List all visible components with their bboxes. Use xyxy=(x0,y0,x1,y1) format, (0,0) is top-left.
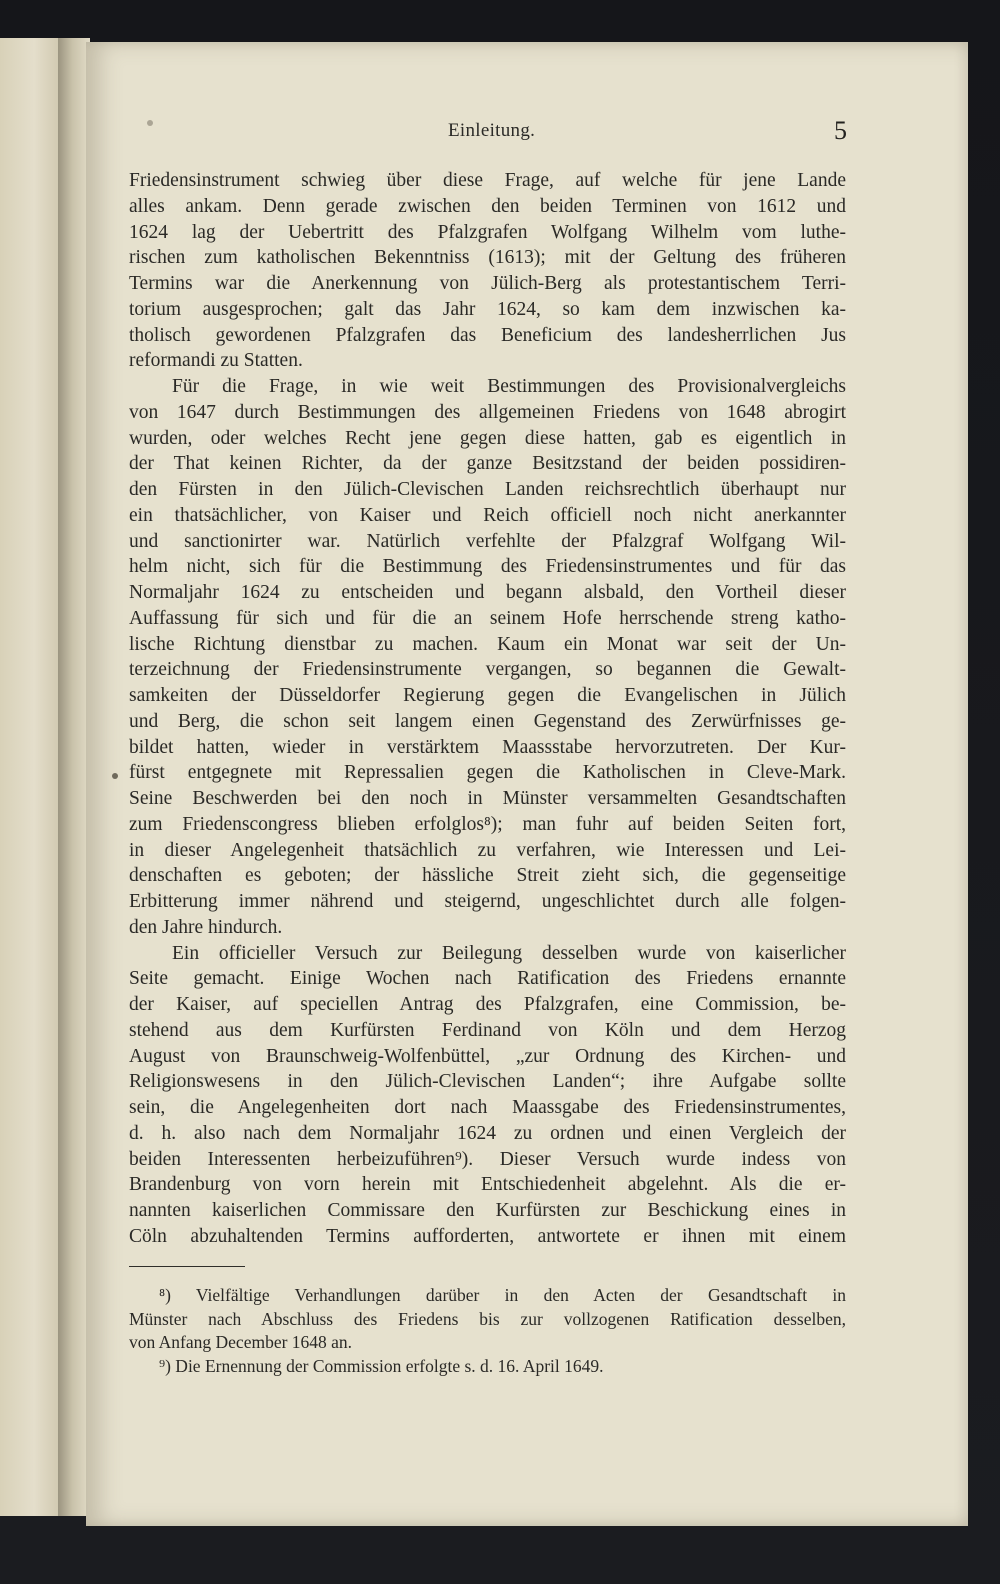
text-line: Normaljahr 1624 zu entscheiden und begann alsbald, den Vortheil dieser xyxy=(129,582,846,603)
footnote-line: Münster nach Abschluss des Friedens bis zur vollzogenen Ratification desselben, xyxy=(129,1308,846,1329)
text-line: von 1647 durch Bestimmungen des allgemeinen Friedens von 1648 abrogirt xyxy=(129,401,846,423)
text-line: Religionswesens in den Jülich-Clevischen Landen“; ihre Aufgabe sollte xyxy=(129,1071,846,1093)
text-line: d. h. also nach dem Normaljahr 1624 zu ordnen und einen Vergleich der xyxy=(129,1122,846,1144)
text-line: Termins war die Anerkennung von Jülich-Berg als protestantischem Terri- xyxy=(129,273,846,294)
text-line: 1624 lag der Uebertritt des Pfalzgrafen Wolfgang Wilhelm vom luthe- xyxy=(129,221,846,243)
text-line: bildet hatten, wieder in verstärktem Maassstabe hervorzutreten. Der Kur- xyxy=(129,736,846,758)
footnotes xyxy=(129,1284,846,1378)
text-line: stehend aus dem Kurfürsten Ferdinand von Köln und dem Herzog xyxy=(129,1019,846,1041)
text-line: helm nicht, sich für die Bestimmung des Friedensinstrumentes und für das xyxy=(129,556,846,578)
margin-mark xyxy=(147,120,153,126)
running-title: Einleitung. xyxy=(448,120,536,141)
text-line: denschaften es geboten; der hässliche Streit zieht sich, die gegenseitige xyxy=(129,865,846,887)
text-line: Friedensinstrument schwieg über diese Frage, auf welche für jene Lande xyxy=(129,170,846,191)
footnote-line: von Anfang December 1648 an. xyxy=(129,1332,353,1352)
text-line: torium ausgesprochen; galt das Jahr 1624, so kam dem inzwischen ka- xyxy=(129,298,846,320)
text-line: rischen zum katholischen Bekenntniss (1613); mit der Geltung des früheren xyxy=(129,247,846,269)
footnote-line: ⁹) Die Ernennung der Commission erfolgte s. d. 16. April 1649. xyxy=(159,1355,604,1376)
text-line: alles ankam. Denn gerade zwischen den beiden Terminen von 1612 und xyxy=(129,195,846,217)
footnote-rule xyxy=(129,1266,245,1267)
text-line: sein, die Angelegenheiten dort nach Maassgabe des Friedensinstrumentes, xyxy=(129,1097,846,1118)
text-line: Seite gemacht. Einige Wochen nach Ratification des Friedens ernannte xyxy=(129,968,846,990)
text-line: Für die Frage, in wie weit Bestimmungen des Provisionalvergleichs xyxy=(172,376,846,397)
text-line: beiden Interessenten herbeizuführen⁹). Dieser Versuch wurde indess von xyxy=(129,1148,846,1170)
text-line: Cöln abzuhaltenden Termins aufforderten, antwortete er ihnen mit einem xyxy=(129,1225,846,1247)
text-line: Ein officieller Versuch zur Beilegung desselben wurde von kaiserlicher xyxy=(172,942,846,964)
text-line: terzeichnung der Friedensinstrumente vergangen, so begannen die Gewalt- xyxy=(129,659,846,681)
text-line: den Jahre hindurch. xyxy=(129,916,283,938)
text-line: fürst entgegnete mit Repressalien gegen die Katholischen in Cleve-Mark. xyxy=(129,762,846,784)
text-line: der That keinen Richter, da der ganze Besitzstand der beiden possidiren- xyxy=(129,453,846,475)
margin-mark xyxy=(112,773,118,779)
text-line: samkeiten der Düsseldorfer Regierung gegen die Evangelischen in Jülich xyxy=(129,685,846,706)
text-line: der Kaiser, auf speciellen Antrag des Pfalzgrafen, eine Commission, be- xyxy=(129,994,846,1015)
text-line: Seine Beschwerden bei den noch in Münster versammelten Gesandtschaften xyxy=(129,788,846,809)
text-line: lische Richtung dienstbar zu machen. Kaum ein Monat war seit der Un- xyxy=(129,633,846,655)
text-line: reformandi zu Statten. xyxy=(129,350,303,372)
text-line: August von Braunschweig-Wolfenbüttel, „zur Ordnung des Kirchen- und xyxy=(129,1045,846,1067)
body-text xyxy=(129,168,846,1250)
text-line: Brandenburg von vorn herein mit Entschiedenheit abgelehnt. Als die er- xyxy=(129,1174,846,1196)
text-line: in dieser Angelegenheit thatsächlich zu verfahren, wie Interessen und Lei- xyxy=(129,839,846,861)
text-line: den Fürsten in den Jülich-Clevischen Landen reichsrechtlich überhaupt nur xyxy=(129,479,846,500)
page-number: 5 xyxy=(834,116,847,145)
footnote-line: ⁸) Vielfältige Verhandlungen darüber in den Acten der Gesandtschaft in xyxy=(159,1285,846,1305)
text-line: tholisch gewordenen Pfalzgrafen das Beneficium des landesherrlichen Jus xyxy=(129,324,846,346)
text-line: Erbitterung immer nährend und steigernd, ungeschlichtet durch alle folgen- xyxy=(129,891,846,912)
facing-page-edge xyxy=(0,38,63,1516)
text-line: wurden, oder welches Recht jene gegen diese hatten, gab es eigentlich in xyxy=(129,427,846,449)
text-line: und sanctionirter war. Natürlich verfehlte der Pfalzgraf Wolfgang Wil- xyxy=(129,530,846,552)
text-line: zum Friedenscongress blieben erfolglos⁸); man fuhr auf beiden Seiten fort, xyxy=(129,813,846,835)
text-line: nannten kaiserlichen Commissare den Kurfürsten zur Beschickung eines in xyxy=(129,1200,846,1221)
text-line: ein thatsächlicher, von Kaiser und Reich officiell noch nicht anerkannter xyxy=(129,504,846,526)
text-line: und Berg, die schon seit langem einen Gegenstand des Zerwürfnisses ge- xyxy=(129,710,846,732)
text-line: Auffassung für sich und für die an seinem Hofe herrschende streng katho- xyxy=(129,607,846,629)
